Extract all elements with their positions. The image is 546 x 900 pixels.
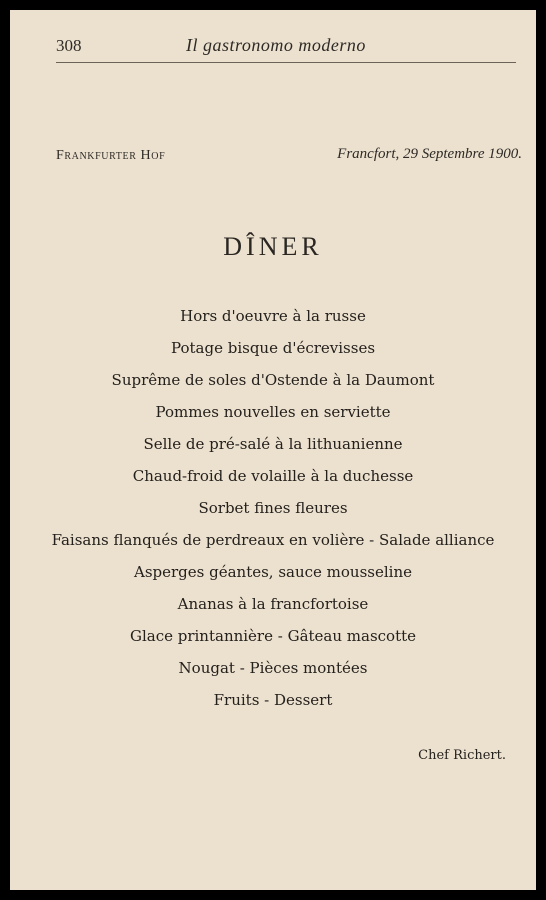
book-page [10, 10, 536, 890]
page-number: 308 [56, 36, 82, 55]
menu-course: Ananas à la francfortoise [177, 595, 369, 613]
menu-course: Potage bisque d'écrevisses [170, 339, 376, 357]
menu-course: Hors d'oeuvre à la russe [180, 307, 366, 325]
menu-course: Nougat - Pièces montées [178, 659, 368, 677]
menu-title: DÎNER [223, 232, 323, 261]
menu-course: Selle de pré-salé à la lithuanienne [143, 435, 403, 453]
menu-course: Chaud-froid de volaille à la duchesse [132, 467, 414, 485]
menu-course: Sorbet fines fleures [198, 499, 348, 517]
menu-course: Suprême de soles d'Ostende à la Daumont [111, 371, 435, 389]
menu-course: Faisans flanqués de perdreaux en volière - Salade alliance [51, 531, 495, 549]
chef-signature: Chef Richert. [418, 748, 506, 763]
menu-course: Glace printannière - Gâteau mascotte [129, 627, 417, 645]
menu-course-list [10, 300, 536, 716]
running-title: Il gastronomo moderno [186, 35, 366, 55]
page-header [56, 30, 516, 63]
place-date: Francfort, 29 Septembre 1900. [337, 146, 522, 162]
menu-course: Pommes nouvelles en serviette [155, 403, 391, 421]
venue-name: Frankfurter Hof [56, 148, 166, 163]
menu-course: Fruits - Dessert [213, 691, 333, 709]
menu-course: Asperges géantes, sauce mousseline [133, 563, 412, 581]
